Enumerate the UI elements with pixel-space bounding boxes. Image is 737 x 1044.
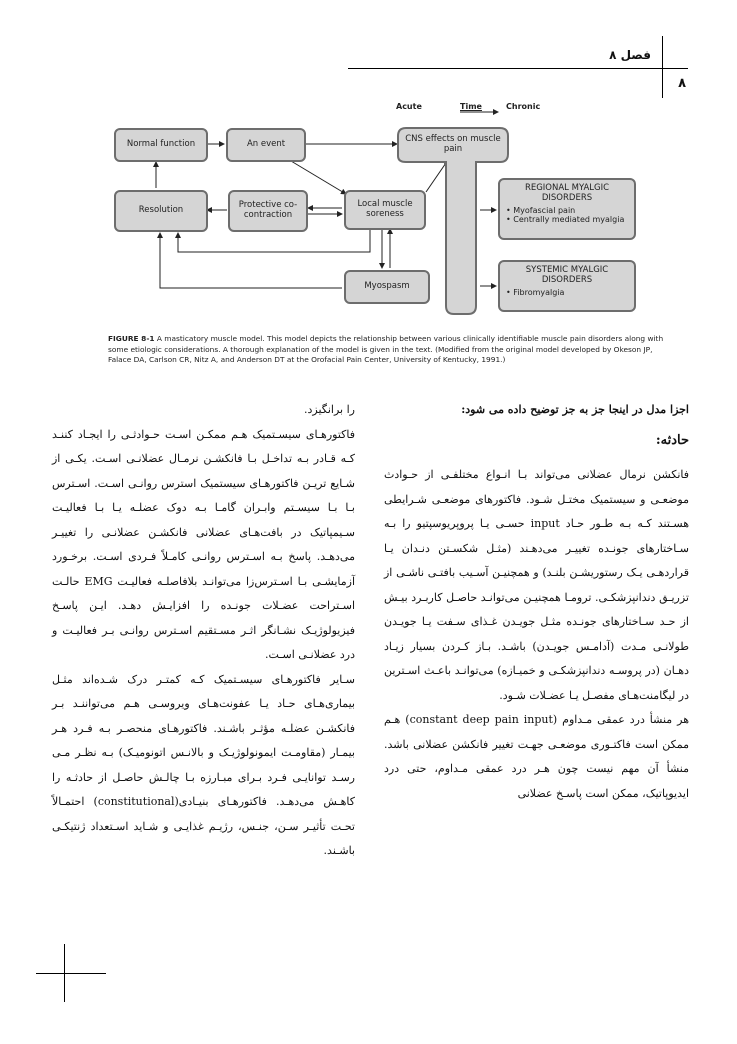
paragraph-deep-pain: هر منشأ درد عمقی مـداوم (constant deep pain input) هـم ممکن است فاکتـوری موضعـی جهـت تغییر فانکشن عضلانی باشد. منشأ آن مهم نیست چون هـر درد عمقی مـداوم، حتی درد ایدیوپاتیک، ممکن است پاسـخ عضلانی	[384, 713, 689, 800]
paragraph-continuation: را برانگیزد.	[304, 403, 355, 416]
box-normal-function: Normal function	[114, 128, 208, 162]
text-column-right	[384, 398, 689, 806]
regional-item-myofascial: • Myofascial pain	[506, 205, 576, 215]
systemic-title: SYSTEMIC MYALGIC DISORDERS	[525, 265, 609, 285]
timeline-acute: Acute	[396, 102, 422, 111]
regional-title: REGIONAL MYALGIC DISORDERS	[524, 183, 610, 203]
box-myospasm: Myospasm	[344, 270, 430, 304]
crop-mark-top-right-vertical	[662, 36, 663, 98]
timeline-time: Time	[460, 102, 482, 111]
text-column-left	[52, 398, 355, 864]
arrow-event-to-soreness	[286, 158, 346, 194]
page-number: ۸	[678, 76, 686, 91]
chapter-title: فصل ۸	[609, 48, 651, 62]
box-resolution: Resolution	[114, 190, 208, 232]
paragraph-other-systemic: سـایر فاکتورهـای سیسـتمیک کـه کمتـر درک شـده‌اند مثـل بیماری‌هـای حـاد یـا عفونت‌هـای ویروسـی هـم می‌تواننـد بـر فانکشـن عضلـه مؤثـر باشـند. فاکتورهـای منحصـر بـه فـرد هـر بیمـار (مقاومـت ایمونولوژیـک و بالانـس اتونومیـک) بـه نظـر مـی رسـد توانایـی فـرد بـرای مبـارزه بـا چالـش حاصـل از حادثـه را کاهـش می‌دهـد. فاکتورهـای بنیـادی(constitutional) احتمـالاً تحـت تأثیـر سـن، جنـس، رژیـم غذایـی و شـاید اسـتعداد ژنتیکـی باشـند.	[52, 672, 355, 857]
crop-mark-bottom-left-horizontal	[36, 973, 106, 974]
paragraph-local-factors: فانکشن نرمال عضلانی می‌تواند بـا انـواع مختلفـی از حـوادث موضعـی و سیستمیک مختـل شـود. فاکتورهای موضعـی شـرایطی هسـتند کـه بـه طـور حـاد input حسـی یـا پروپریوسپتیو را بـه سـاختارهای جونـده تغییـر می‌دهـند (مثـل شکسـتن دنـدان یـا قراردهـی یـک رستوریشـن بلنـد) و همچنیـن آسـیب بافتـی ناشـی از تزریـق دندانپزشکـی. ترومـا همچنیـن می‌توانـد حاصـل کاربـرد بیـش از حـد سـاختارهای جونـده مثـل جویـدن غـذای سـفت یـا جویـدن طولانـی مـدت (آدامـس جویـدن) باشـد. بـاز کـردن بسیار زیـاد دهـان (در پروسـه دندانپزشکـی و خمیـازه) می‌توانـد باعـث اسـترین در لیگامنت‌هـای مفصـل یـا عضـلات شـود.	[384, 468, 689, 702]
caption-label: FIGURE 8-1	[108, 334, 155, 343]
timeline-chronic: Chronic	[506, 102, 541, 111]
figure-muscle-model	[108, 96, 668, 326]
intro-sentence: اجزا مدل در اینجا جز به جز توضیح داده می شود:	[461, 403, 689, 416]
box-an-event: An event	[226, 128, 306, 162]
box-local-muscle-soreness: Local muscle soreness	[344, 190, 426, 230]
caption-text: A masticatory muscle model. This model depicts the relationship between various clinically identifiable muscle pain disorders along with some etiologic considerations. A thorough explanation of the model is given in the text. (Modified from the original model developed by Okeson JP, Falace DA, Carlson CR, Nitz A, and Anderson DT at the Orofacial Pain Center, University of Kentucky, 1991.)	[108, 334, 664, 365]
paragraph-systemic-stress: فاکتورهـای سیسـتمیک هـم ممکـن اسـت حـوادثـی را ایجـاد کننـد کـه قـادر بـه تداخـل بـا فانکشـن نرمـال عضلانـی اسـت. یکـی از شـایع تریـن فاکتورهـای سیستمیک استرس روانـی اسـت. اسـترس بـا بـا سیسـتم وابـران گامـا بـه دوک عضلـه یـا بـا فعالیـت سـیمپاتیک در بافت‌هـای عضلانی فانکشـن عضلانـی را تغییـر می‌دهـد. پاسخ بـه اسـترس روانـی کامـلاً فـردی اسـت. برخـورد آزمایشـی بـا اسـترس‌زا می‌توانـد بلافاصلـه فعالیـت EMG حالـت اسـتراحت عضـلات جونـده را افزایـش دهـد. ایـن پاسـخ فیزیولوژیـک نشـانگر اثـر مسـتقیم اسـترس روانـی بـر فعالیـت و درد عضلانـی اسـت.	[52, 427, 355, 661]
arrow-soreness-to-cns	[426, 160, 448, 192]
header-rule	[348, 68, 688, 69]
regional-item-central: • Centrally mediated myalgia	[506, 214, 625, 224]
box-regional-myalgic	[498, 178, 636, 240]
arrow-soreness-to-resolution	[178, 229, 370, 252]
figure-caption	[108, 334, 668, 366]
section-heading-event: حادثه:	[655, 432, 689, 448]
systemic-item-fibromyalgia: • Fibromyalgia	[506, 287, 565, 297]
box-protective-co-contraction: Protective co-contraction	[228, 190, 308, 232]
box-systemic-myalgic	[498, 260, 636, 312]
box-cns-effects: CNS effects on muscle pain	[405, 134, 501, 154]
arrow-myospasm-to-resolution	[160, 233, 342, 288]
